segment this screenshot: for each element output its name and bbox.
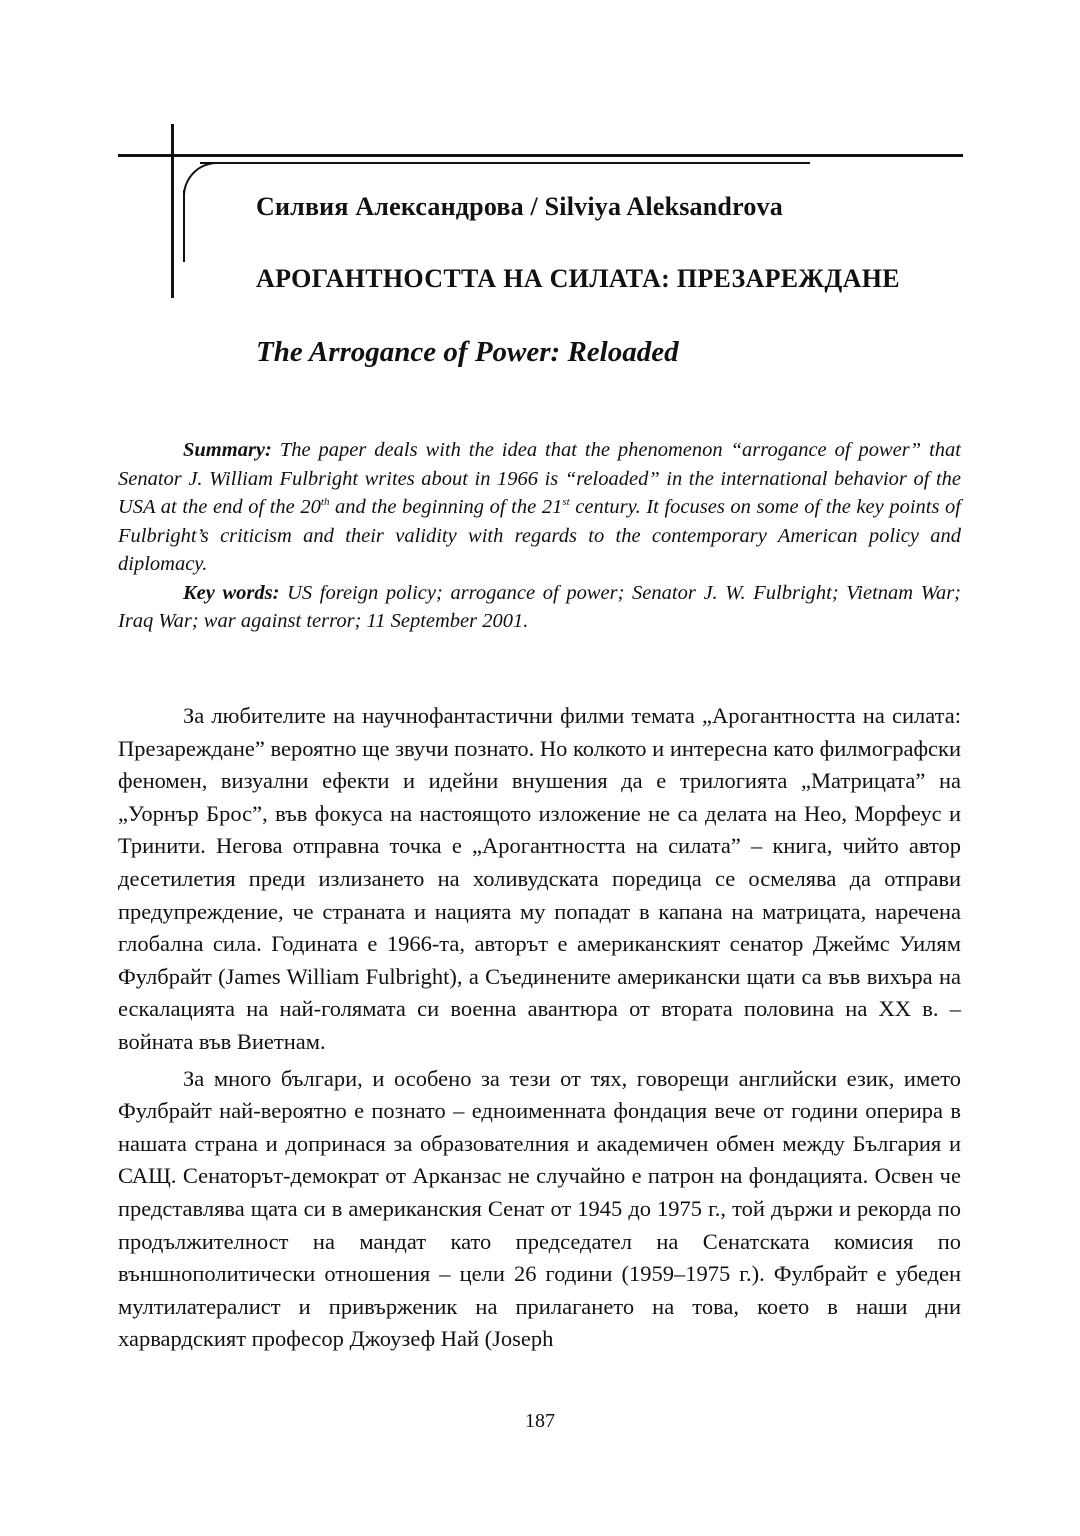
header-rule-vertical bbox=[171, 124, 174, 298]
summary-text-post: century. It focuses on some of the key points of Fulbright’s criticism and their validity with regards to the contemporary American policy and diplomacy. bbox=[118, 496, 961, 575]
superscript-st: st bbox=[562, 496, 570, 509]
summary-text-mid: and the beginning of the 21 bbox=[329, 496, 563, 518]
title-english: The Arrogance of Power: Reloaded bbox=[256, 336, 679, 368]
page-number: 187 bbox=[525, 1410, 555, 1432]
keywords-label: Key words: bbox=[183, 581, 280, 604]
header-corner-curve bbox=[183, 162, 225, 204]
abstract bbox=[118, 436, 961, 636]
body-text bbox=[118, 700, 961, 1360]
author-name: Силвия Александрова / Silviya Aleksandrova bbox=[256, 192, 783, 221]
summary-text-pre: The paper deals with the idea that the phenomenon “arrogance of power” that Senator J. William Fulbright writes about in 1966 is “reloaded” in the international behavior of the USA at the end of the 20 bbox=[118, 439, 961, 518]
summary-label: Summary: bbox=[183, 439, 272, 461]
keywords-text: US foreign policy; arrogance of power; Senator J. W. Fulbright; Vietnam War; Iraq War; war against terror; 11 September 2001. bbox=[118, 581, 961, 632]
header-rule-top bbox=[118, 154, 963, 157]
header-rule-inner bbox=[200, 162, 810, 164]
keywords-paragraph bbox=[118, 579, 961, 636]
title-bulgarian: АРОГАНТНОСТТА НА СИЛАТА: ПРЕЗАРЕЖДАНЕ bbox=[256, 264, 900, 293]
summary-paragraph bbox=[118, 436, 961, 579]
superscript-th: th bbox=[320, 496, 330, 509]
body-paragraph-2: За много българи, и особено за тези от тях, говорещи английски език, името Фулбрайт най-вероятно е познато – едноименната фондация вече от години оперира в нашата страна и допринася за образователния и академичен обмен между България и САЩ. Сенаторът-демократ от Арканзас не случайно е патрон на фондацията. Освен че представлява щата си в американския Сенат от 1945 до 1975 г., той държи и рекорда по продължителност на мандат като председател на Сенатската комисия по външнополитически отношения – цели 26 години (1959–1975 г.). Фулбрайт е убеден мултилатералист и привърженик на прилагането на това, което в наши дни харвардският професор Джоузеф Най (Joseph bbox=[118, 1065, 961, 1352]
body-paragraph-1: За любителите на научнофантастични филми темата „Арогантността на силата: Презареждане” вероятно ще звучи познато. Но колкото и интересна като филмографски феномен, визуални ефекти и идейни внушения да е трилогията „Матрицата” на „Уорнър Брос”, във фокуса на настоящото изложение не са делата на Нео, Морфеус и Тринити. Негова отправна точка е „Арогантността на силата” – книга, чийто автор десетилетия преди излизането на холивудската поредица се осмелява да отправи предупреждение, че страната и нацията му попадат в капана на матрицата, наречена глобална сила. Годината е 1966-та, авторът е американският сенатор Джеймс Уилям Фулбрайт (James William Fulbright), а Съединените американски щати са във вихъра на ескалацията на най-голямата си военна авантюра от втората половина на XX в. – войната във Виетнам. bbox=[118, 703, 961, 1054]
